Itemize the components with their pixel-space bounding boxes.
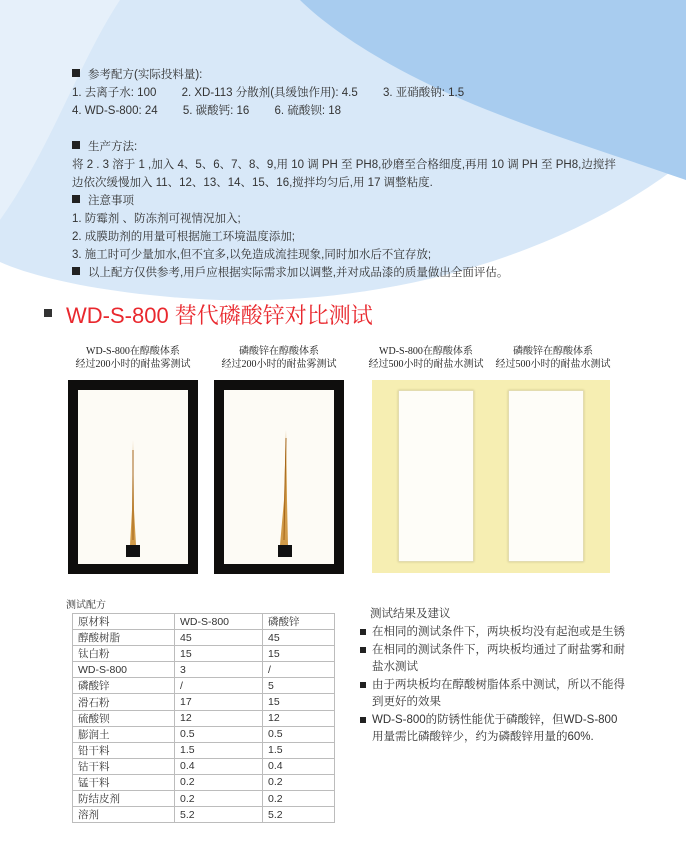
result-item: WD-S-800的防锈性能优于磷酸锌，但WD-S-800 用量需比磷酸锌少，约为磷酸锌用量的60%. — [360, 712, 630, 746]
table-cell: 15 — [263, 694, 335, 710]
table-cell: 15 — [175, 646, 263, 662]
table-cell: 0.4 — [175, 758, 263, 774]
table-cell: 钛白粉 — [73, 646, 175, 662]
table-cell: 1.5 — [263, 742, 335, 758]
formula-item: 4. WD-S-800: 24 — [72, 105, 158, 117]
table-cell: WD-S-800 — [73, 662, 175, 678]
table-row — [73, 791, 335, 807]
test-results — [360, 604, 630, 747]
table-cell: 滑石粉 — [73, 694, 175, 710]
table-cell: 0.2 — [263, 774, 335, 790]
salt-water-panel-zinc — [508, 390, 584, 562]
bullet-square-icon — [360, 647, 366, 653]
table-cell: 铅干料 — [73, 742, 175, 758]
table-cell: 磷酸锌 — [73, 678, 175, 694]
photo-caption: 磷酸锌在醇酸体系 经过500小时的耐盐水测试 — [495, 346, 611, 370]
section-banner — [44, 300, 373, 332]
bullet-square-icon — [44, 309, 52, 317]
photo-caption: 磷酸锌在醇酸体系 经过200小时的耐盐雾测试 — [221, 346, 337, 370]
table-cell: 45 — [263, 630, 335, 646]
table-cell: 硫酸钡 — [73, 710, 175, 726]
table-cell: 3 — [175, 662, 263, 678]
table-cell: 15 — [263, 646, 335, 662]
formula-item: 5. 碳酸钙: 16 — [182, 105, 250, 117]
table-title: 测试配方 — [66, 600, 106, 611]
table-cell: 5.2 — [175, 807, 263, 823]
banner-title: WD-S-800 替代磷酸锌对比测试 — [66, 303, 373, 328]
table-row — [73, 694, 335, 710]
table-row — [73, 807, 335, 823]
scribe-rust-mark — [224, 390, 334, 564]
table-cell: 45 — [175, 630, 263, 646]
table-row — [73, 646, 335, 662]
note-item: 2. 成膜助剂的用量可根据施工环境温度添加; — [72, 231, 295, 243]
result-item: 由于两块板均在醇酸树脂体系中测试，所以不能得 到更好的效果 — [360, 677, 630, 711]
bullet-square-icon — [72, 267, 80, 275]
photo-caption: WD-S-800在醇酸体系 经过500小时的耐盐水测试 — [368, 346, 484, 370]
bullet-square-icon — [360, 682, 366, 688]
scribe-rust-mark — [78, 390, 188, 564]
table-cell: 溶剂 — [73, 807, 175, 823]
notes-heading: 注意事项 — [88, 195, 134, 207]
table-header-row — [73, 614, 335, 630]
table-cell: 0.5 — [263, 726, 335, 742]
table-cell: 5 — [263, 678, 335, 694]
table-cell: 0.5 — [175, 726, 263, 742]
table-cell: 0.2 — [175, 791, 263, 807]
disclaimer: 以上配方仅供参考,用戶应根据实际需求加以调整,并对成品漆的质量做出全面评估。 — [88, 267, 509, 279]
result-item: 在相同的测试条件下，两块板均没有起泡或是生锈 — [360, 624, 630, 641]
formula-heading: 参考配方(实际投料量): — [88, 69, 203, 81]
notes-section — [72, 192, 508, 282]
bullet-square-icon — [72, 195, 80, 203]
table-cell: 17 — [175, 694, 263, 710]
method-section — [72, 138, 616, 192]
table-row — [73, 630, 335, 646]
test-formula-table — [72, 613, 335, 823]
table-row — [73, 662, 335, 678]
note-item: 3. 施工时可少量加水,但不宜多,以免造成流挂现象,同时加水后不宜存放; — [72, 249, 432, 261]
table-cell: 钴干料 — [73, 758, 175, 774]
results-title: 测试结果及建议 — [370, 608, 451, 620]
table-cell: / — [175, 678, 263, 694]
table-cell: 5.2 — [263, 807, 335, 823]
table-cell: / — [263, 662, 335, 678]
salt-water-panel-wd — [398, 390, 474, 562]
bullet-square-icon — [360, 717, 366, 723]
table-cell: 1.5 — [175, 742, 263, 758]
table-cell: 醇酸树脂 — [73, 630, 175, 646]
salt-spray-panel-wd — [68, 380, 198, 574]
note-item: 1. 防霉剂 、防冻剂可视情况加入; — [72, 213, 241, 225]
bullet-square-icon — [360, 629, 366, 635]
table-cell: 0.2 — [175, 774, 263, 790]
salt-spray-panel-zinc — [214, 380, 344, 574]
result-item: 在相同的测试条件下，两块板均通过了耐盐雾和耐 盐水测试 — [360, 642, 630, 676]
formula-item: 3. 亚硝酸钠: 1.5 — [382, 87, 465, 99]
table-row — [73, 758, 335, 774]
table-row — [73, 774, 335, 790]
table-cell: 0.2 — [263, 791, 335, 807]
photo-caption: WD-S-800在醇酸体系 经过200小时的耐盐雾测试 — [75, 346, 191, 370]
table-header-cell: 原材料 — [73, 614, 175, 630]
method-text-line: 边依次缓慢加入 11、12、13、14、15、16,搅拌均匀后,用 17 调整粘度. — [72, 177, 433, 189]
bullet-square-icon — [72, 141, 80, 149]
formula-section — [72, 66, 464, 120]
table-cell: 防结皮剂 — [73, 791, 175, 807]
formula-item: 2. XD-113 分散剂(具缓蚀作用): 4.5 — [181, 87, 358, 99]
formula-item: 1. 去离子水: 100 — [72, 87, 157, 99]
method-text-line: 将 2 . 3 溶于 1 ,加入 4、5、6、7、8、9,用 10 调 PH 至 PH8,砂磨至合格细度,再用 10 调 PH 至 PH8,边搅拌 — [72, 159, 616, 171]
table-cell: 12 — [263, 710, 335, 726]
formula-item: 6. 硫酸钡: 18 — [274, 105, 341, 117]
method-heading: 生产方法: — [88, 141, 138, 153]
table-row — [73, 726, 335, 742]
table-cell: 12 — [175, 710, 263, 726]
table-cell: 0.4 — [263, 758, 335, 774]
table-row — [73, 678, 335, 694]
table-row — [73, 742, 335, 758]
table-cell: 锰干料 — [73, 774, 175, 790]
table-row — [73, 710, 335, 726]
table-cell: 膨润土 — [73, 726, 175, 742]
table-header-cell: 磷酸锌 — [263, 614, 335, 630]
table-header-cell: WD-S-800 — [175, 614, 263, 630]
bullet-square-icon — [72, 69, 80, 77]
